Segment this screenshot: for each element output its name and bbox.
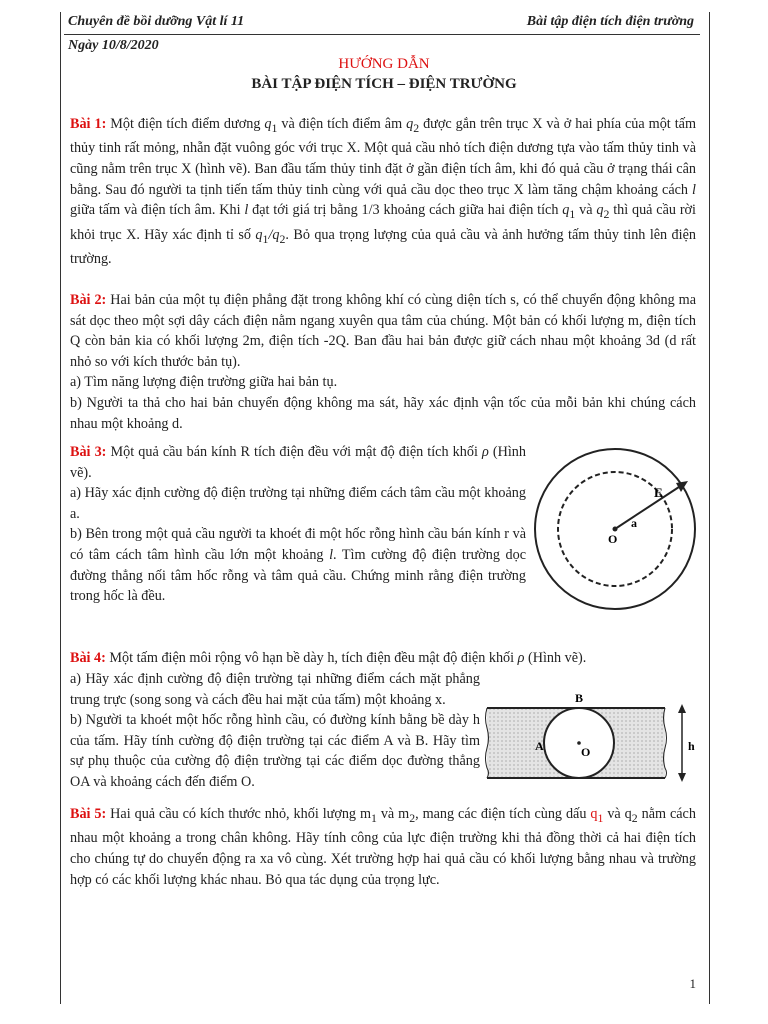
text: và q <box>603 806 632 822</box>
sub: 2 <box>631 810 638 825</box>
label-O: O <box>608 532 618 546</box>
label-a: a <box>631 516 637 530</box>
text: và điện tích điểm âm <box>277 116 407 132</box>
label-A: A <box>535 739 544 753</box>
text: (Hình vẽ). <box>70 444 526 481</box>
text: Một điện tích điểm dương <box>106 116 265 132</box>
problem-4-label: Bài 4: <box>70 650 106 666</box>
page-header <box>64 12 700 35</box>
text: giữa tấm và điện tích âm. Khi <box>70 202 245 219</box>
var: q <box>590 806 598 822</box>
var: /q <box>268 226 280 243</box>
sphere-figure <box>530 445 700 615</box>
problem-4-intro <box>70 648 696 669</box>
text: Một tấm điện môi rộng vô hạn bề dày h, tích điện đều mật độ điện khối <box>105 650 518 666</box>
problem-3-part-a: a) Hãy xác định cường độ điện trường tại những điểm cách tâm cầu một khoảng a. <box>70 485 526 522</box>
header-left: Chuyên đề bồi dưỡng Vật lí 11 <box>68 14 245 29</box>
var: q <box>596 202 604 219</box>
text: Hai bản của một tụ điện phẳng đặt trong không khí có cùng diện tích s, có thể chuyển động không ma sát dọc theo một sợi dây cách điện nằm ngang xuyên qua tâm của chúng. Một bản có khối lượng m, điện tích Q còn bản kia có khối lượng 2m, điện tích -2Q. Ban đầu hai bản được giữ cách nhau một khoảng 3d (d rất nhỏ so với kích thước bản tụ). <box>70 292 696 370</box>
text: Một quả cầu bán kính R tích điện đều với mật độ điện tích khối <box>106 444 482 460</box>
var: q <box>406 116 414 132</box>
var: l <box>692 181 696 198</box>
label-E: E <box>654 485 663 500</box>
sub: 1 <box>271 120 278 135</box>
text: (Hình vẽ). <box>524 650 587 666</box>
label-O: O <box>581 745 591 759</box>
var: ρ <box>481 444 489 460</box>
problem-5 <box>70 804 696 890</box>
var: q <box>562 202 570 219</box>
problem-2-label: Bài 2: <box>70 292 107 308</box>
text: Hai quả cầu có kích thước nhỏ, khối lượng m <box>106 806 371 822</box>
text: . Tìm cường độ điện trường dọc đường thẳng nối tâm hốc rỗng và tâm quả cầu. Chứng minh rằng điện trường trong hốc là đều. <box>70 546 526 605</box>
sub: 2 <box>279 231 286 246</box>
label-h: h <box>688 739 695 753</box>
problem-5-label: Bài 5: <box>70 806 107 822</box>
text: được gắn trên trục X và ở hai phía của một tấm thủy tinh rất mỏng, nhẵn đặt vuông góc với trục X. Một quả cầu nhỏ tích điện dương tựa vào tấm thủy tinh và cũng nằm trên trục X (hình vẽ). Ban đầu tấm thủy tinh đặt ở gần điện tích âm, khi đó quả cầu ở trạng thái cân bằng. Sau đó người ta tịnh tiến tấm thủy tinh cùng với quả cầu dọc theo trục X làm tăng chậm khoảng cách <box>70 116 696 198</box>
text: thì quả cầu rời khỏi trục X. Hãy xác định tỉ số <box>70 202 696 243</box>
text: nằm cách nhau một khoảng a trong chân không. Hãy tính công của lực điện trường khi thả đồng thời cả hai điện tích cho chúng tự do chuyển động ra xa vô cùng. Xét trường hợp hai quả cầu có khối lượng bằng nhau và trường hợp có các khối lượng khác nhau. Bỏ qua tác dụng của trọng lực. <box>70 806 696 888</box>
slab-figure <box>485 688 700 788</box>
text: . Bỏ qua trọng lượng của quả cầu và ảnh hưởng tấm thủy tinh lên điện trường. <box>70 226 696 268</box>
sub: 1 <box>370 810 377 825</box>
text: và m <box>376 806 410 822</box>
problem-2-part-a: a) Tìm năng lượng điện trường giữa hai bản tụ. <box>70 374 338 391</box>
text: đạt tới giá trị bằng 1/3 khoảng cách giữa hai điện tích <box>248 202 563 219</box>
page-number: 1 <box>689 976 696 991</box>
date-line: Ngày 10/8/2020 <box>68 38 159 53</box>
var: l <box>329 546 334 563</box>
header-right: Bài tập điện tích điện trường <box>526 14 694 29</box>
problem-1 <box>70 114 696 270</box>
var: q <box>264 116 272 132</box>
problem-1-label: Bài 1: <box>70 116 107 132</box>
problem-4-part-b: b) Người ta khoét một hốc rỗng hình cầu, có đường kính bằng bề dày h của tấm. Hãy tính cường độ điện trường tại các điểm A và B. Hãy tìm sự phụ thuộc của cường độ điện trường tại các điểm dọc đường thẳng OA và khoảng cách đến điểm O. <box>70 712 480 790</box>
text: b) Bên trong một quả cầu người ta khoét đi một hốc rỗng hình cầu bán kính r và có tâm cách tâm hình cầu lớn một khoảng <box>70 526 526 563</box>
text: , mang các điện tích cùng dấu <box>415 806 591 822</box>
problem-2-part-b: b) Người ta thả cho hai bản chuyển động không ma sát, hãy xác định vận tốc của mỗi bản khi chúng cách nhau một khoảng d. <box>70 394 696 432</box>
problem-2 <box>70 290 696 434</box>
problem-3 <box>70 442 526 607</box>
var: ρ <box>517 650 525 666</box>
problem-4-parts <box>70 669 480 793</box>
problem-3-label: Bài 3: <box>70 444 107 460</box>
sub: 2 <box>413 120 420 135</box>
title-guide: HƯỚNG DẪN <box>338 56 430 72</box>
text: và <box>575 202 597 219</box>
var: q <box>255 226 263 243</box>
sub: 1 <box>597 810 604 825</box>
sub: 2 <box>603 207 610 222</box>
var: l <box>244 202 249 219</box>
sub: 1 <box>569 207 576 222</box>
title-main: BÀI TẬP ĐIỆN TÍCH – ĐIỆN TRƯỜNG <box>251 76 517 92</box>
sub: 1 <box>262 231 269 246</box>
problem-4-part-a: a) Hãy xác định cường độ điện trường tại những điểm cách mặt phẳng trung trực (song song và cách đều hai mặt của tấm) một khoảng x. <box>70 671 480 708</box>
sub: 2 <box>409 810 416 825</box>
label-B: B <box>575 691 584 705</box>
